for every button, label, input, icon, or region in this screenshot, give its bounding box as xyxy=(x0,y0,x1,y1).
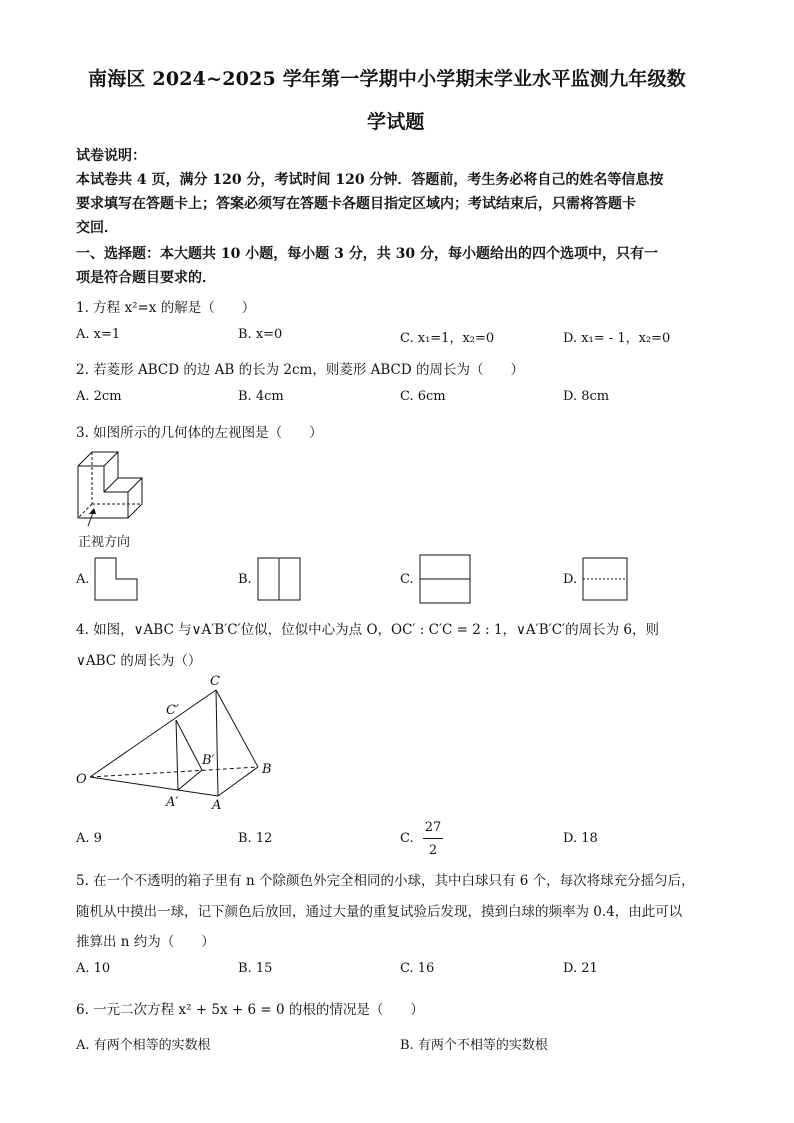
q4-option-c-fraction-bar xyxy=(423,838,443,839)
q1-option-b: B. x=0 xyxy=(238,327,283,342)
q4-option-c: C. xyxy=(400,831,414,846)
q4-stem-line1: 4. 如图，∨ABC 与∨A′B′C′位似，位似中心为点 O，OC′ : C′C = 2 : 1，∨A′B′C′的周长为 6，则 xyxy=(76,622,660,638)
q3-option-c-shape xyxy=(419,554,471,604)
q5-option-b: B. 15 xyxy=(238,961,273,976)
q2-option-b: B. 4cm xyxy=(238,389,284,404)
q4-similar-triangles-figure xyxy=(70,670,290,850)
q4-option-b: B. 12 xyxy=(238,831,273,846)
page-title-line1: 南海区 2024~2025 学年第一学期中小学期末学业水平监测九年级数 xyxy=(88,68,686,90)
q3-option-b: B. xyxy=(238,572,252,587)
q3-option-a: A. xyxy=(76,572,90,587)
q1-option-a: A. x=1 xyxy=(76,327,121,342)
q3-option-d-shape xyxy=(582,557,628,601)
q4-stem-line2: ∨ABC 的周长为（） xyxy=(76,653,202,669)
q2-stem: 2. 若菱形 ABCD 的边 AB 的长为 2cm，则菱形 ABCD 的周长为（ ） xyxy=(76,362,524,378)
q3-option-a-shape xyxy=(94,557,138,601)
q4-label-c-prime: C′ xyxy=(166,703,179,718)
page-title-line2: 学试题 xyxy=(367,111,425,133)
section1-line2: 项是符合题目要求的． xyxy=(76,270,216,286)
instructions-line3: 交回． xyxy=(76,220,118,236)
q4-label-c: C xyxy=(210,674,220,689)
q1-stem: 1. 方程 x²=x 的解是（ ） xyxy=(76,300,256,316)
q2-option-a: A. 2cm xyxy=(76,389,122,404)
q4-label-b: B xyxy=(262,762,272,777)
q5-line1: 5. 在一个不透明的箱子里有 n 个除颜色外完全相同的小球，其中白球只有 6 个，每次将球充分摇匀后， xyxy=(76,873,695,889)
q3-stem: 3. 如图所示的几何体的左视图是（ ） xyxy=(76,425,323,441)
q4-label-b-prime: B′ xyxy=(202,753,215,768)
q6-option-a: A. 有两个相等的实数根 xyxy=(76,1038,211,1053)
q3-option-c: C. xyxy=(400,572,414,587)
instructions-line2: 要求填写在答题卡上；答案必须写在答题卡各题目指定区域内；考试结束后，只需将答题卡 xyxy=(76,196,636,212)
instructions-line1: 本试卷共 4 页，满分 120 分，考试时间 120 分钟．答题前，考生务必将自己的姓名等信息按 xyxy=(76,172,664,188)
q4-option-c-numerator: 27 xyxy=(424,820,442,835)
q5-option-a: A. 10 xyxy=(76,961,111,976)
q3-solid-figure xyxy=(74,446,154,526)
q3-option-b-shape xyxy=(257,557,301,601)
q4-option-c-denominator: 2 xyxy=(428,843,438,858)
q5-option-c: C. 16 xyxy=(400,961,435,976)
q5-line2: 随机从中摸出一球，记下颜色后放回，通过大量的重复试验后发现，摸到白球的频率为 0.4，由此可以 xyxy=(76,904,683,920)
q4-option-a: A. 9 xyxy=(76,831,102,846)
q2-option-d: D. 8cm xyxy=(563,389,610,404)
q5-line3: 推算出 n 约为（ ） xyxy=(76,934,215,950)
q4-label-o: O xyxy=(76,772,87,787)
q5-option-d: D. 21 xyxy=(563,961,598,976)
q3-figure-caption: 正视方向 xyxy=(78,535,131,550)
q1-option-d: D. x₁= - 1，x₂=0 xyxy=(563,331,671,346)
q6-stem: 6. 一元二次方程 x² + 5x + 6 = 0 的根的情况是（ ） xyxy=(76,1002,424,1018)
q2-option-c: C. 6cm xyxy=(400,389,446,404)
q1-option-c: C. x₁=1，x₂=0 xyxy=(400,331,495,346)
instructions-heading: 试卷说明： xyxy=(76,148,146,164)
q4-label-a: A xyxy=(212,798,222,813)
section1-line1: 一、选择题：本大题共 10 小题，每小题 3 分，共 30 分，每小题给出的四个选项中，只有一 xyxy=(76,246,658,262)
q3-option-d: D. xyxy=(563,572,578,587)
q4-label-a-prime: A′ xyxy=(166,795,179,810)
q6-option-b: B. 有两个不相等的实数根 xyxy=(400,1038,548,1053)
q4-option-d: D. 18 xyxy=(563,831,598,846)
